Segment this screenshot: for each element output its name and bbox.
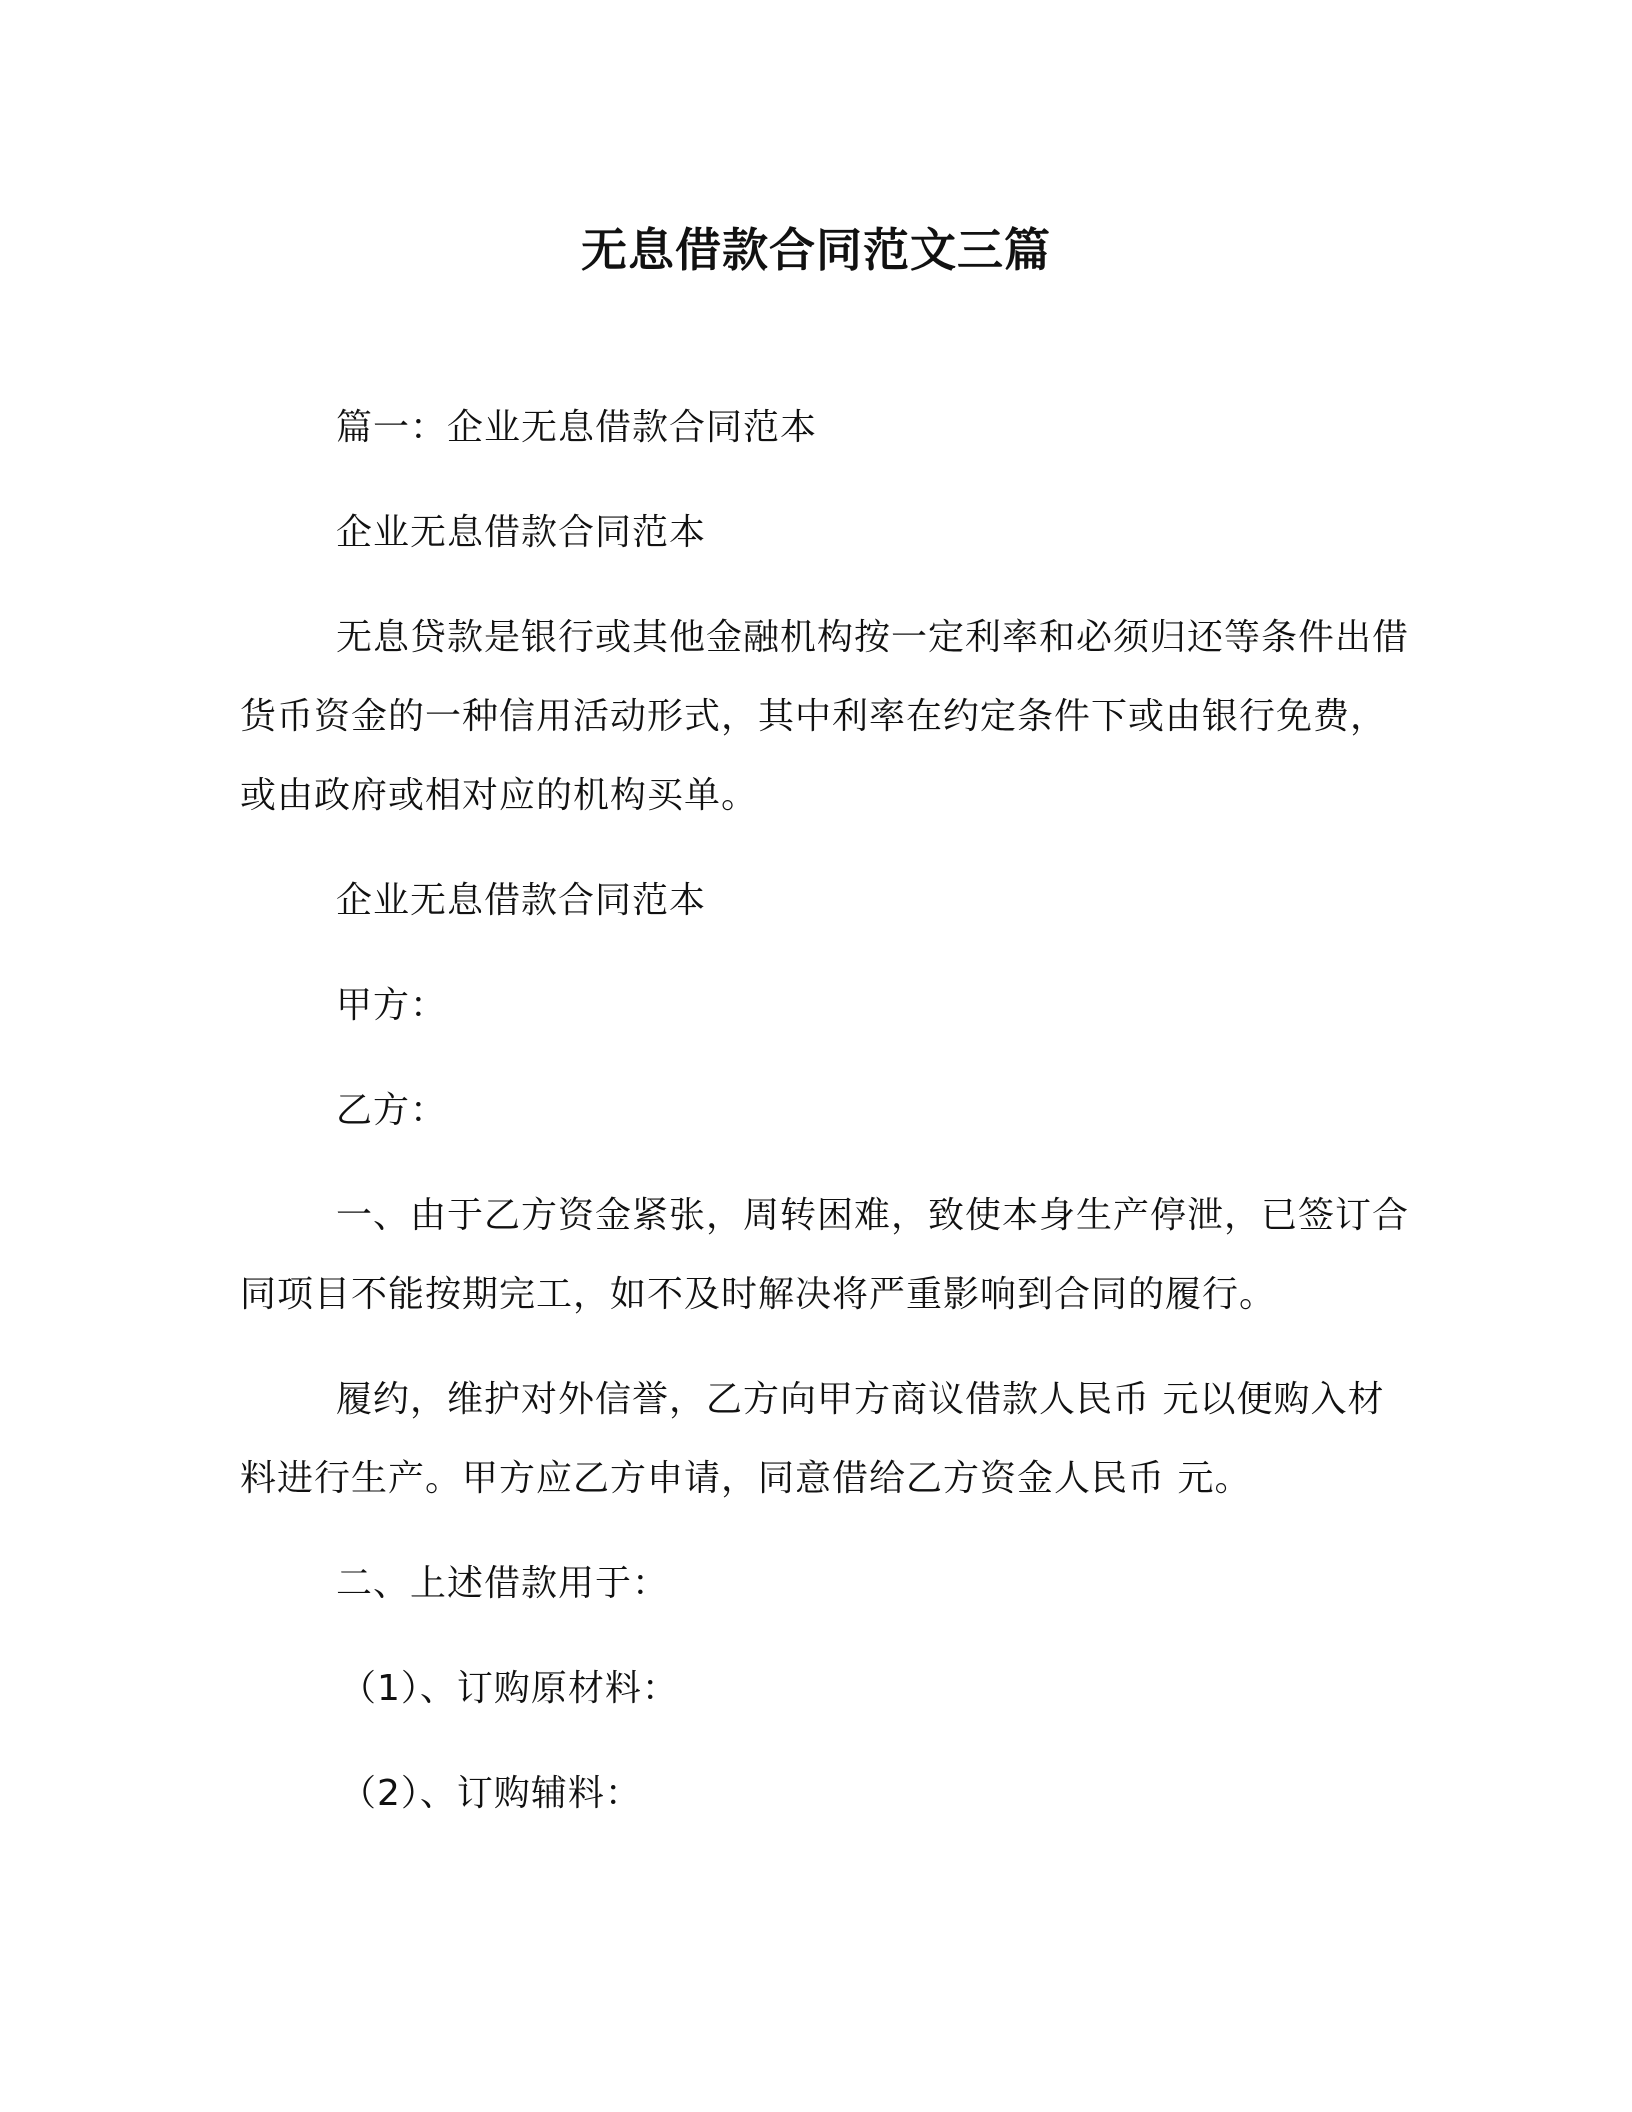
document-body xyxy=(240,388,1420,1859)
document-title: 无息借款合同范文三篇 xyxy=(581,223,1051,277)
party-b-label: 乙方： xyxy=(336,1090,448,1131)
list-item: （2）、订购辅料： xyxy=(340,1773,642,1814)
sub-heading: 企业无息借款合同范本 xyxy=(336,512,707,553)
clause-heading: 二、上述借款用于： xyxy=(336,1563,670,1604)
sub-heading: 企业无息借款合同范本 xyxy=(336,880,707,921)
intro-paragraph: 无息贷款是银行或其他金融机构按一定利率和必须归还等条件出借货币资金的一种信用活动形式，其中利率在约定条件下或由银行免费，或由政府或相对应的机构买单。 xyxy=(240,617,1410,816)
clause-paragraph: 履约，维护对外信誉，乙方向甲方商议借款人民币 元以便购入材料进行生产。甲方应乙方申请，同意借给乙方资金人民币 元。 xyxy=(240,1379,1385,1499)
clause-paragraph: 一、由于乙方资金紧张，周转困难，致使本身生产停泄，已签订合同项目不能按期完工，如不及时解决将严重影响到合同的履行。 xyxy=(240,1195,1410,1315)
list-item: （1）、订购原材料： xyxy=(340,1668,679,1709)
party-a-label: 甲方： xyxy=(336,985,448,1026)
section-heading: 篇一：企业无息借款合同范本 xyxy=(336,407,818,448)
